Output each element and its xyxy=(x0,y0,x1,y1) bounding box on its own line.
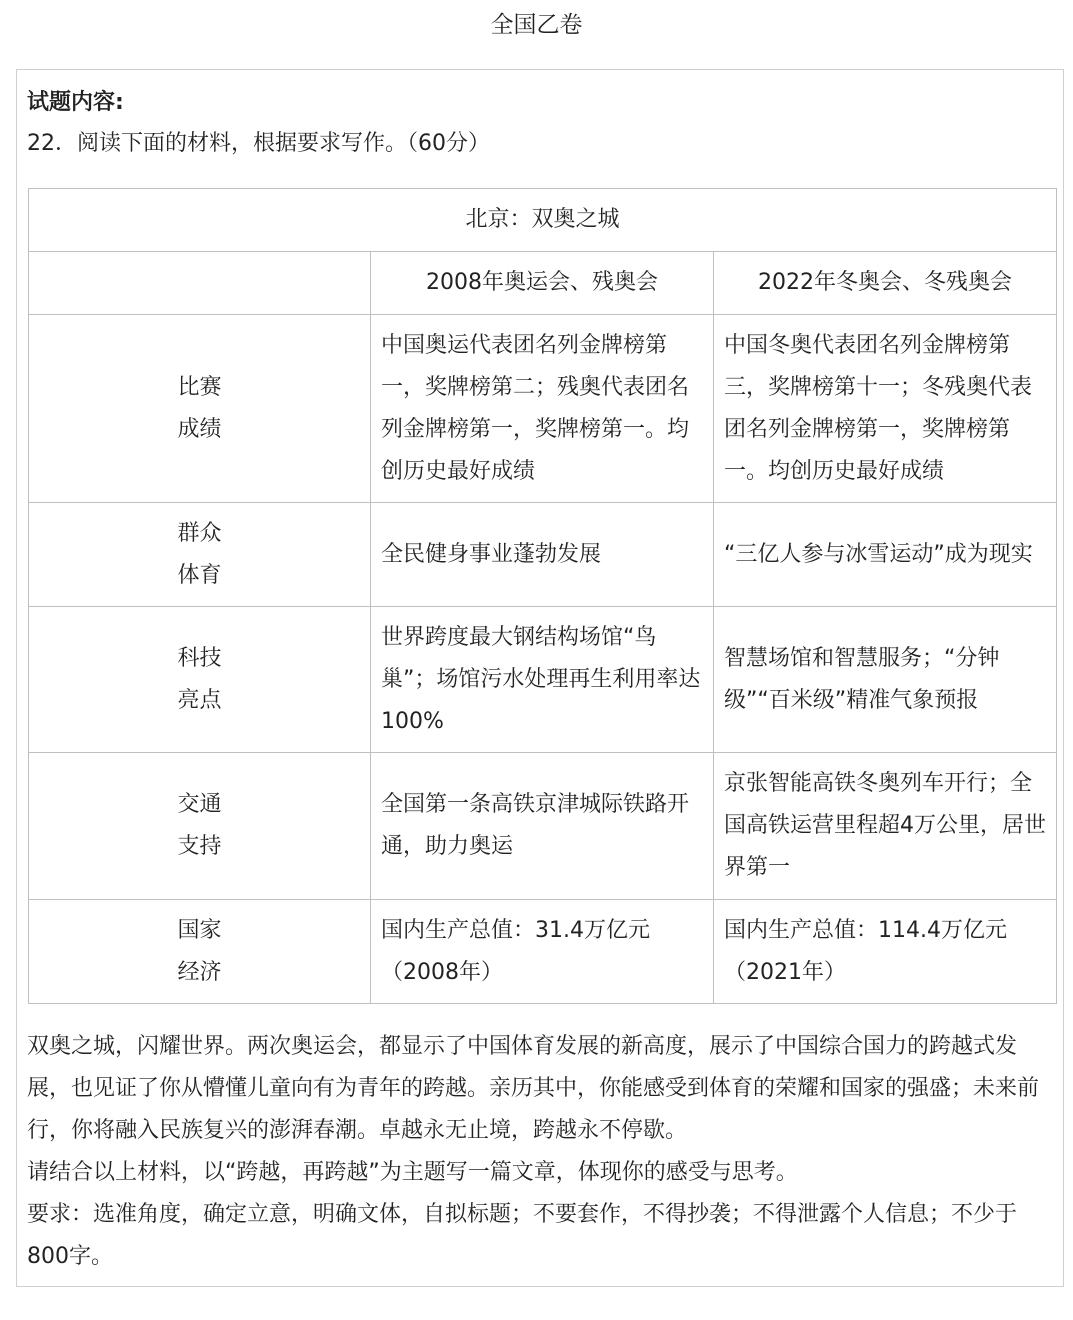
table-header-empty xyxy=(29,252,371,315)
row-label-line: 支持 xyxy=(177,834,222,859)
cell-transport-2008: 全国第一条高铁京津城际铁路开通，助力奥运 xyxy=(371,753,714,900)
cell-transport-2022: 京张智能高铁冬奥列车开行；全国高铁运营里程超4万公里，居世界第一 xyxy=(714,753,1057,900)
table-row-transport xyxy=(29,753,1057,900)
table-header-2022: 2022年冬奥会、冬残奥会 xyxy=(714,252,1057,315)
table-row-competition xyxy=(29,315,1057,503)
row-label-economy xyxy=(29,900,371,1004)
row-label-line: 体育 xyxy=(177,562,222,588)
row-label-line: 交通 xyxy=(177,792,222,817)
passage-paragraph-1: 双奥之城，闪耀世界。两次奥运会，都显示了中国体育发展的新高度，展示了中国综合国力的跨越式发展，也见证了你从懵懂儿童向有为青年的跨越。亲历其中，你能感受到体育的荣耀和国家的强盛；未来前行，你将融入民族复兴的澎湃春潮。卓越永无止境，跨越永不停歇。 xyxy=(27,1034,1040,1143)
section-label: 试题内容: xyxy=(27,90,124,115)
page-title: 全国乙卷 xyxy=(490,12,583,38)
passage-paragraph-3: 要求：选准角度，确定立意，明确文体，自拟标题；不要套作，不得抄袭；不得泄露个人信息；不少于800字。 xyxy=(27,1202,1018,1269)
table-row-technology xyxy=(29,607,1057,753)
row-label-competition xyxy=(29,315,371,503)
table-header-2008: 2008年奥运会、残奥会 xyxy=(371,252,714,315)
cell-economy-2022: 国内生产总值：114.4万亿元（2021年） xyxy=(714,900,1057,1004)
row-label-line: 成绩 xyxy=(177,416,222,442)
row-label-line: 经济 xyxy=(177,959,222,985)
cell-mass-sports-2008: 全民健身事业蓬勃发展 xyxy=(371,503,714,607)
cell-competition-2022: 中国冬奥代表团名列金牌榜第三，奖牌榜第十一；冬残奥代表团名列金牌榜第一，奖牌榜第一。均创历史最好成绩 xyxy=(714,315,1057,503)
table-caption: 北京：双奥之城 xyxy=(29,189,1057,252)
row-label-transport xyxy=(29,753,371,900)
row-label-technology xyxy=(29,607,371,753)
passage xyxy=(27,1026,1047,1278)
row-label-line: 科技 xyxy=(177,645,222,671)
cell-technology-2022: 智慧场馆和智慧服务；“分钟级”“百米级”精准气象预报 xyxy=(714,607,1057,753)
question-prompt: 22．阅读下面的材料，根据要求写作。（60分） xyxy=(27,131,490,156)
row-label-mass-sports xyxy=(29,503,371,607)
table-row-mass-sports xyxy=(29,503,1057,607)
row-label-line: 比赛 xyxy=(177,374,222,400)
table-row-economy xyxy=(29,900,1057,1004)
passage-paragraph-2: 请结合以上材料，以“跨越，再跨越”为主题写一篇文章，体现你的感受与思考。 xyxy=(27,1160,798,1185)
cell-technology-2008: 世界跨度最大钢结构场馆“鸟巢”；场馆污水处理再生利用率达100% xyxy=(371,607,714,753)
row-label-line: 国家 xyxy=(177,917,222,943)
cell-economy-2008: 国内生产总值：31.4万亿元（2008年） xyxy=(371,900,714,1004)
row-label-line: 群众 xyxy=(177,520,222,546)
material-table xyxy=(28,188,1057,1004)
question-card xyxy=(16,69,1064,1287)
cell-mass-sports-2022: “三亿人参与冰雪运动”成为现实 xyxy=(714,503,1057,607)
table-header-row xyxy=(29,252,1057,315)
row-label-line: 亮点 xyxy=(177,687,222,713)
cell-competition-2008: 中国奥运代表团名列金牌榜第一，奖牌榜第二；残奥代表团名列金牌榜第一，奖牌榜第一。均创历史最好成绩 xyxy=(371,315,714,503)
